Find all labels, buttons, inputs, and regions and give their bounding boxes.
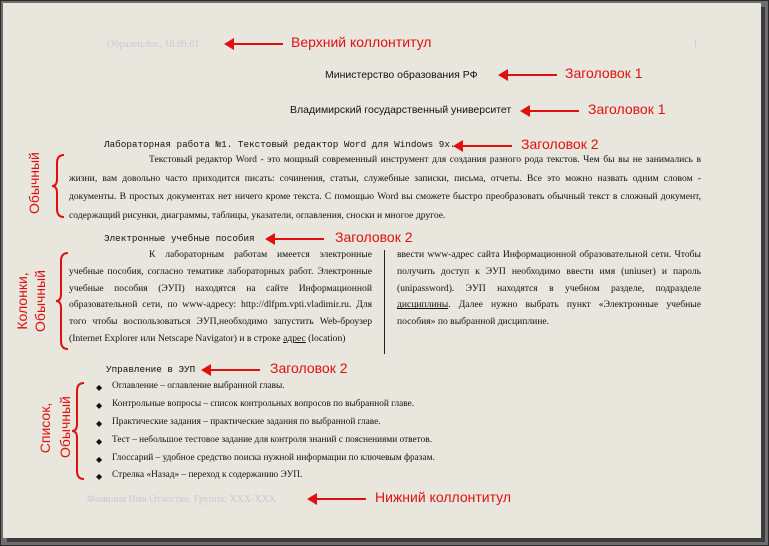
diamond-bullet-icon: ◆ bbox=[96, 401, 103, 410]
label-footer: Нижний коллонтитул bbox=[375, 489, 511, 505]
disciplines-link[interactable]: дисциплины bbox=[397, 299, 449, 311]
address-link[interactable]: адрес bbox=[283, 332, 306, 344]
arrow-footer bbox=[315, 498, 366, 500]
list-item: Стрелка «Назад» – переход к содержанию ЭУП. bbox=[112, 470, 303, 480]
heading-management: Управление в ЭУП bbox=[106, 364, 196, 375]
list-item: Глоссарий – удобное средство поиска нужной информации по ключевым фразам. bbox=[112, 453, 435, 463]
diamond-bullet-icon: ◆ bbox=[96, 419, 103, 428]
label-heading1-b: Заголовок 1 bbox=[588, 101, 666, 117]
list-item: Оглавление – оглавление выбранной главы. bbox=[112, 381, 285, 391]
list-item: Практические задания – практические задания по выбранной главе. bbox=[112, 417, 381, 427]
arrow-h2-a bbox=[461, 145, 512, 147]
column-left-text: К лабораторным работам имеется электронные учебные пособия, согласно тематике лабораторных работ. Электронные учебные пособия (ЭУП) находятся на сайте Информационной образовательной сети, по www-адресу: http://dlfpm.vpti.vladimir.ru. Для того чтобы воспользоваться ЭУП,необходимо запустить Web-броузер (Internet Explorer или Netscape Navigator) и в строке bbox=[69, 249, 372, 344]
column-divider bbox=[384, 250, 385, 354]
diamond-bullet-icon: ◆ bbox=[96, 455, 103, 464]
column-right-text: ввести www-адрес сайта Информационной образовательной сети. Чтобы получить доступ к ЭУП необходимо ввести имя (uniuser) и пароль (unipassword). ЭУП находятся в учебном разделе, подразделе bbox=[397, 249, 701, 294]
brace-list bbox=[71, 381, 87, 481]
arrow-h2-c bbox=[209, 369, 260, 371]
label-columns-2: Обычный bbox=[32, 270, 48, 332]
column-left-tail: (location) bbox=[305, 332, 346, 344]
label-heading1-a: Заголовок 1 bbox=[565, 65, 643, 81]
diamond-bullet-icon: ◆ bbox=[96, 383, 103, 392]
heading-manuals: Электронные учебные пособия bbox=[104, 233, 255, 244]
arrow-h2-b bbox=[273, 238, 324, 240]
page-header-text: Образец.doc, 18.09.01 bbox=[107, 39, 200, 50]
body-paragraph: Текстовый редактор Word - это мощный современный инструмент для создания разного рода текстов. Чем бы вы не занимались в жизни, вам довольно часто приходится писать: сочинения, статьи, служебные записки, письма, отчеты. Все это можно назвать одним словом - документы. В простых документах нет ничего кроме текста. С помощью Word вы сможете быстро преобразовать обычный текст в сложный документ, содержащий рисунки, диаграммы, таблицы, указатели, оглавления, сноски и многое другое. bbox=[69, 154, 701, 221]
list-item: Контрольные вопросы – список контрольных вопросов по выбранной главе. bbox=[112, 399, 415, 409]
heading-lab-title: Лабораторная работа №1. Текстовый редактор Word для Windows 9x. bbox=[104, 139, 456, 150]
heading-university: Владимирский государственный университет bbox=[290, 104, 512, 116]
arrow-h1-a bbox=[506, 74, 557, 76]
label-header: Верхний коллонтитул bbox=[291, 34, 432, 50]
arrow-h1-b bbox=[528, 110, 579, 112]
label-columns-1: Колонки, bbox=[14, 272, 30, 330]
heading-ministry: Министерство образования РФ bbox=[325, 69, 478, 81]
label-list-1: Список, bbox=[37, 402, 53, 454]
page-number: 1 bbox=[693, 39, 698, 50]
label-list-2: Обычный bbox=[57, 396, 73, 458]
label-heading2-b: Заголовок 2 bbox=[335, 229, 413, 245]
brace-normal bbox=[51, 153, 67, 219]
list-item: Тест – небольшое тестовое задание для контроля знаний с пояснениями ответов. bbox=[112, 435, 432, 445]
label-heading2-a: Заголовок 2 bbox=[521, 136, 599, 152]
column-right bbox=[397, 247, 701, 331]
label-normal: Обычный bbox=[26, 152, 42, 214]
column-left bbox=[69, 247, 372, 348]
label-heading2-c: Заголовок 2 bbox=[270, 360, 348, 376]
arrow-header bbox=[232, 43, 283, 45]
diamond-bullet-icon: ◆ bbox=[96, 437, 103, 446]
page-footer-text: Фамилия Имя Отчество, Группа: XXX-XXX bbox=[87, 494, 276, 505]
diamond-bullet-icon: ◆ bbox=[96, 472, 103, 481]
document-page bbox=[3, 3, 761, 538]
brace-columns bbox=[55, 251, 71, 351]
column-right-tail: . Далее нужно выбрать пункт «Электронные учебные пособия» по выбранной дисциплине. bbox=[397, 299, 701, 328]
